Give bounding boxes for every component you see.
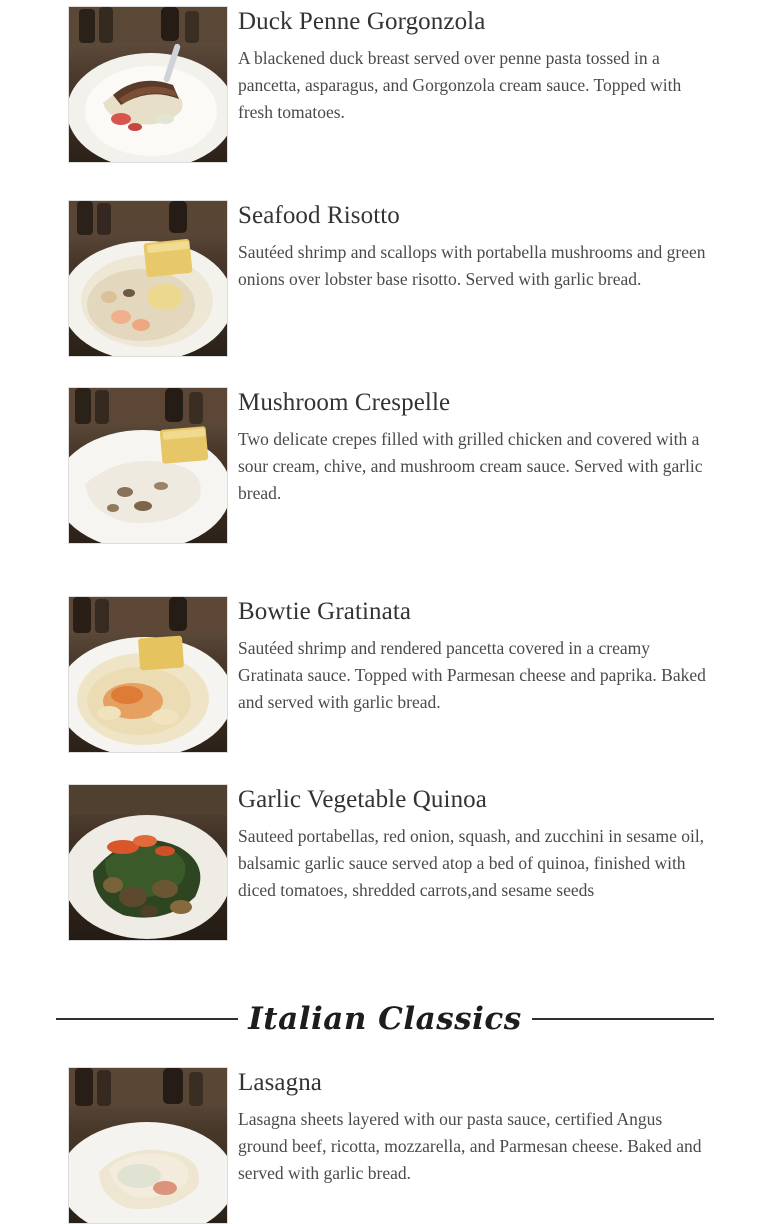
dish-description: Sautéed shrimp and rendered pancetta covered in a creamy Gratinata sauce. Topped with Parmesan cheese and paprika. Baked and served with garlic bread. bbox=[238, 637, 706, 712]
section-spacer bbox=[0, 941, 770, 987]
dish-title: Lasagna bbox=[238, 1069, 322, 1096]
menu-item bbox=[0, 596, 770, 753]
dish-title: Seafood Risotto bbox=[238, 202, 400, 229]
dish-text bbox=[238, 1067, 714, 1187]
dish-image-frame bbox=[68, 596, 228, 753]
dish-image-frame bbox=[68, 387, 228, 544]
dish-image-frame bbox=[68, 784, 228, 941]
dish-image-frame bbox=[68, 1067, 228, 1224]
dish-description: Sautéed shrimp and scallops with portabella mushrooms and green onions over lobster base risotto. Served with garlic bread. bbox=[238, 241, 706, 289]
divider-rule-right bbox=[532, 1018, 714, 1020]
bowtie-gratinata-photo bbox=[69, 597, 227, 752]
duck-penne-gorgonzola-photo bbox=[69, 7, 227, 162]
dish-image-frame bbox=[68, 6, 228, 163]
section-title: Italian Classics bbox=[248, 1001, 522, 1037]
dish-title: Bowtie Gratinata bbox=[238, 598, 412, 625]
dish-description: Two delicate crepes filled with grilled chicken and covered with a sour cream, chive, and mushroom cream sauce. Served with garlic bread. bbox=[238, 428, 703, 503]
dish-description: Sauteed portabellas, red onion, squash, and zucchini in sesame oil, balsamic garlic sauce served atop a bed of quinoa, finished with diced tomatoes, shredded carrots,and sesame seeds bbox=[238, 825, 705, 900]
dish-description: A blackened duck breast served over penne pasta tossed in a pancetta, asparagus, and Gorgonzola cream sauce. Topped with fresh tomatoes. bbox=[238, 47, 682, 122]
dish-text bbox=[238, 784, 714, 904]
menu-item bbox=[0, 1067, 770, 1224]
menu-item bbox=[0, 784, 770, 941]
dish-image-frame bbox=[68, 200, 228, 357]
dish-text bbox=[238, 596, 714, 716]
menu-item bbox=[0, 387, 770, 544]
garlic-vegetable-quinoa-photo bbox=[69, 785, 227, 940]
seafood-risotto-photo bbox=[69, 201, 227, 356]
divider-rule-left bbox=[56, 1018, 238, 1020]
lasagna-photo bbox=[69, 1068, 227, 1223]
menu-item bbox=[0, 0, 770, 163]
menu-item bbox=[0, 200, 770, 357]
mushroom-crespelle-photo bbox=[69, 388, 227, 543]
section-heading-italian-classics bbox=[0, 1001, 770, 1037]
dish-title: Duck Penne Gorgonzola bbox=[238, 8, 486, 35]
dish-text bbox=[238, 387, 714, 507]
dish-description: Lasagna sheets layered with our pasta sauce, certified Angus ground beef, ricotta, mozzarella, and Parmesan cheese. Baked and served with garlic bread. bbox=[238, 1108, 702, 1183]
dish-title: Garlic Vegetable Quinoa bbox=[238, 786, 487, 813]
dish-text bbox=[238, 200, 714, 293]
dish-text bbox=[238, 6, 714, 126]
dish-title: Mushroom Crespelle bbox=[238, 389, 451, 416]
